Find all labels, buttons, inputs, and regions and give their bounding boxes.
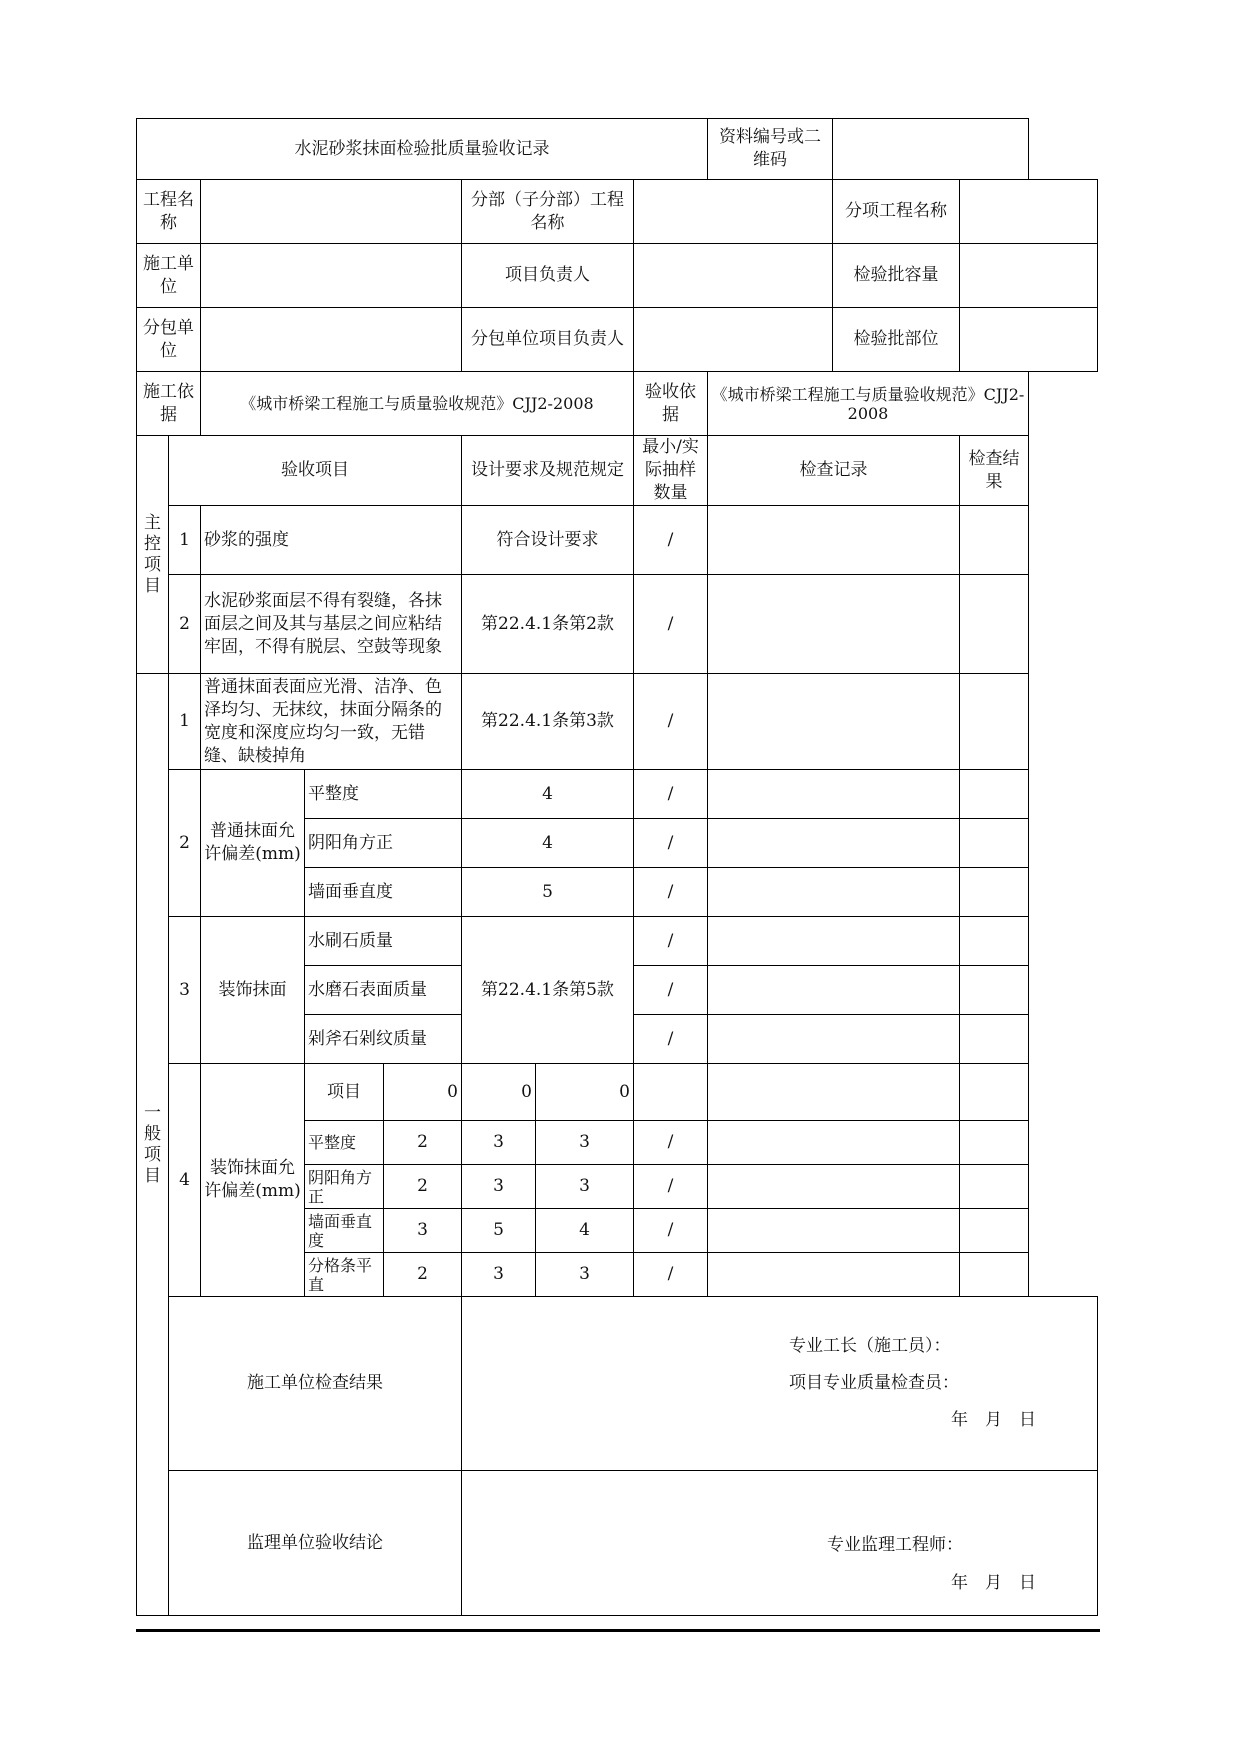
form-title: 水泥砂浆抹面检验批质量验收记录 xyxy=(137,119,708,180)
check-result-field[interactable] xyxy=(960,819,1029,868)
row-number: 3 xyxy=(169,917,201,1064)
check-result-field[interactable] xyxy=(960,1015,1029,1064)
sample-count[interactable]: / xyxy=(634,819,708,868)
row-number: 1 xyxy=(169,674,201,770)
tolerance-a: 2 xyxy=(384,1253,462,1297)
sample-count[interactable]: / xyxy=(634,1253,708,1297)
check-result-field[interactable] xyxy=(960,506,1029,575)
check-record-field[interactable] xyxy=(708,1121,960,1165)
item-text: 砂浆的强度 xyxy=(201,506,462,575)
item-text: 普通抹面表面应光滑、洁净、色泽均匀、无抹纹，抹面分隔条的宽度和深度应均匀一致，无错缝、缺棱掉角 xyxy=(201,674,462,770)
check-record-field[interactable] xyxy=(708,674,960,770)
sub-pm-field[interactable] xyxy=(634,308,833,372)
check-record-field[interactable] xyxy=(708,506,960,575)
tolerance-header-b: 0 xyxy=(462,1064,536,1121)
row-number: 2 xyxy=(169,575,201,674)
supervisor-date: 年 月 日 xyxy=(951,1573,1036,1593)
contractor-check-label: 施工单位检查结果 xyxy=(169,1297,462,1471)
sample-count[interactable]: / xyxy=(634,506,708,575)
main-control-label: 主控项目 xyxy=(137,436,169,674)
check-result-field[interactable] xyxy=(960,575,1029,674)
check-result-field[interactable] xyxy=(960,1064,1029,1121)
sub-item-name: 墙面垂直度 xyxy=(305,868,462,917)
check-record-field[interactable] xyxy=(708,819,960,868)
check-result-field[interactable] xyxy=(960,770,1029,819)
acceptance-basis-value: 《城市桥梁工程施工与质量验收规范》CJJ2-2008 xyxy=(708,372,1029,436)
division-label: 分部（子分部）工程名称 xyxy=(462,180,634,244)
check-record-field[interactable] xyxy=(708,1064,960,1121)
sub-item-name: 剁斧石剁纹质量 xyxy=(305,1015,462,1064)
contractor-field[interactable] xyxy=(201,244,462,308)
design-requirement: 第22.4.1条第5款 xyxy=(462,917,634,1064)
design-requirement: 第22.4.1条第3款 xyxy=(462,674,634,770)
group-label: 装饰抹面允许偏差(mm) xyxy=(201,1064,305,1297)
check-record-field[interactable] xyxy=(708,1165,960,1209)
tolerance-header-a: 0 xyxy=(384,1064,462,1121)
check-record-field[interactable] xyxy=(708,1209,960,1253)
subcontractor-label: 分包单位 xyxy=(137,308,201,372)
sub-item-name: 水刷石质量 xyxy=(305,917,462,966)
row-number: 4 xyxy=(169,1064,201,1297)
tolerance-a: 2 xyxy=(384,1121,462,1165)
acceptance-basis-label: 验收依据 xyxy=(634,372,708,436)
tolerance-c: 3 xyxy=(536,1253,634,1297)
doc-id-label: 资料编号或二维码 xyxy=(708,119,833,180)
sample-count-blank[interactable] xyxy=(634,1064,708,1121)
foreman-signature-label: 专业工长（施工员）： xyxy=(789,1336,951,1356)
check-record-field[interactable] xyxy=(708,966,960,1015)
project-name-field[interactable] xyxy=(201,180,462,244)
tolerance-c: 3 xyxy=(536,1121,634,1165)
row-number: 1 xyxy=(169,506,201,575)
sub-item-name: 分格条平直 xyxy=(305,1253,384,1297)
batch-location-label: 检验批部位 xyxy=(833,308,960,372)
sample-count[interactable]: / xyxy=(634,1015,708,1064)
tolerance-header-c: 0 xyxy=(536,1064,634,1121)
col-design-header: 设计要求及规范规定 xyxy=(462,436,634,506)
supervisor-check-area[interactable] xyxy=(462,1471,1098,1616)
design-requirement: 4 xyxy=(462,770,634,819)
tolerance-header-name: 项目 xyxy=(305,1064,384,1121)
batch-location-field[interactable] xyxy=(960,308,1098,372)
inspector-signature-label: 项目专业质量检查员： xyxy=(789,1373,959,1393)
tolerance-b: 3 xyxy=(462,1253,536,1297)
tolerance-b: 5 xyxy=(462,1209,536,1253)
sample-count[interactable]: / xyxy=(634,1209,708,1253)
contractor-label: 施工单位 xyxy=(137,244,201,308)
sub-item-name: 平整度 xyxy=(305,1121,384,1165)
check-result-field[interactable] xyxy=(960,917,1029,966)
subitem-label: 分项工程名称 xyxy=(833,180,960,244)
col-result-header: 检查结果 xyxy=(960,436,1029,506)
supervisor-check-label: 监理单位验收结论 xyxy=(169,1471,462,1616)
group-label: 普通抹面允许偏差(mm) xyxy=(201,770,305,917)
division-field[interactable] xyxy=(634,180,833,244)
design-requirement: 4 xyxy=(462,819,634,868)
col-item-header: 验收项目 xyxy=(169,436,462,506)
doc-id-field[interactable] xyxy=(833,119,1029,180)
tolerance-b: 3 xyxy=(462,1121,536,1165)
col-record-header: 检查记录 xyxy=(708,436,960,506)
check-record-field[interactable] xyxy=(708,1015,960,1064)
check-result-field[interactable] xyxy=(960,1165,1029,1209)
general-items-label: 一般项目 xyxy=(137,674,169,1616)
tolerance-c: 4 xyxy=(536,1209,634,1253)
sub-item-name: 墙面垂直度 xyxy=(305,1209,384,1253)
contractor-date: 年 月 日 xyxy=(951,1410,1036,1430)
tolerance-b: 3 xyxy=(462,1165,536,1209)
sub-item-name: 水磨石表面质量 xyxy=(305,966,462,1015)
sub-item-name: 阴阳角方正 xyxy=(305,1165,384,1209)
check-result-field[interactable] xyxy=(960,1209,1029,1253)
check-result-field[interactable] xyxy=(960,1121,1029,1165)
sub-item-name: 阴阳角方正 xyxy=(305,819,462,868)
check-result-field[interactable] xyxy=(960,966,1029,1015)
check-result-field[interactable] xyxy=(960,1253,1029,1297)
check-result-field[interactable] xyxy=(960,674,1029,770)
sample-count[interactable]: / xyxy=(634,770,708,819)
subcontractor-field[interactable] xyxy=(201,308,462,372)
basis-label: 施工依据 xyxy=(137,372,201,436)
sub-item-name: 平整度 xyxy=(305,770,462,819)
sample-count[interactable]: / xyxy=(634,917,708,966)
design-requirement: 第22.4.1条第2款 xyxy=(462,575,634,674)
sample-count[interactable]: / xyxy=(634,1121,708,1165)
sample-count[interactable]: / xyxy=(634,1165,708,1209)
design-requirement: 5 xyxy=(462,868,634,917)
pm-field[interactable] xyxy=(634,244,833,308)
batch-capacity-label: 检验批容量 xyxy=(833,244,960,308)
sub-pm-label: 分包单位项目负责人 xyxy=(462,308,634,372)
sample-count[interactable]: / xyxy=(634,674,708,770)
project-name-label: 工程名称 xyxy=(137,180,201,244)
check-result-field[interactable] xyxy=(960,868,1029,917)
subitem-field[interactable] xyxy=(960,180,1098,244)
tolerance-c: 3 xyxy=(536,1165,634,1209)
design-requirement: 符合设计要求 xyxy=(462,506,634,575)
contractor-check-area[interactable] xyxy=(462,1297,1098,1471)
engineer-signature-label: 专业监理工程师： xyxy=(827,1535,963,1555)
item-text: 水泥砂浆面层不得有裂缝，各抹面层之间及其与基层之间应粘结牢固，不得有脱层、空鼓等现象 xyxy=(201,575,462,674)
row-number: 2 xyxy=(169,770,201,917)
check-record-field[interactable] xyxy=(708,1253,960,1297)
sample-count[interactable]: / xyxy=(634,966,708,1015)
basis-value: 《城市桥梁工程施工与质量验收规范》CJJ2-2008 xyxy=(201,372,634,436)
sample-count[interactable]: / xyxy=(634,868,708,917)
batch-capacity-field[interactable] xyxy=(960,244,1098,308)
check-record-field[interactable] xyxy=(708,575,960,674)
bottom-rule xyxy=(136,1629,1100,1632)
check-record-field[interactable] xyxy=(708,868,960,917)
check-record-field[interactable] xyxy=(708,770,960,819)
group-label: 装饰抹面 xyxy=(201,917,305,1064)
inspection-record-table xyxy=(136,118,1098,1616)
tolerance-a: 3 xyxy=(384,1209,462,1253)
check-record-field[interactable] xyxy=(708,917,960,966)
tolerance-a: 2 xyxy=(384,1165,462,1209)
pm-label: 项目负责人 xyxy=(462,244,634,308)
col-sample-header: 最小/实际抽样数量 xyxy=(634,436,708,506)
sample-count[interactable]: / xyxy=(634,575,708,674)
